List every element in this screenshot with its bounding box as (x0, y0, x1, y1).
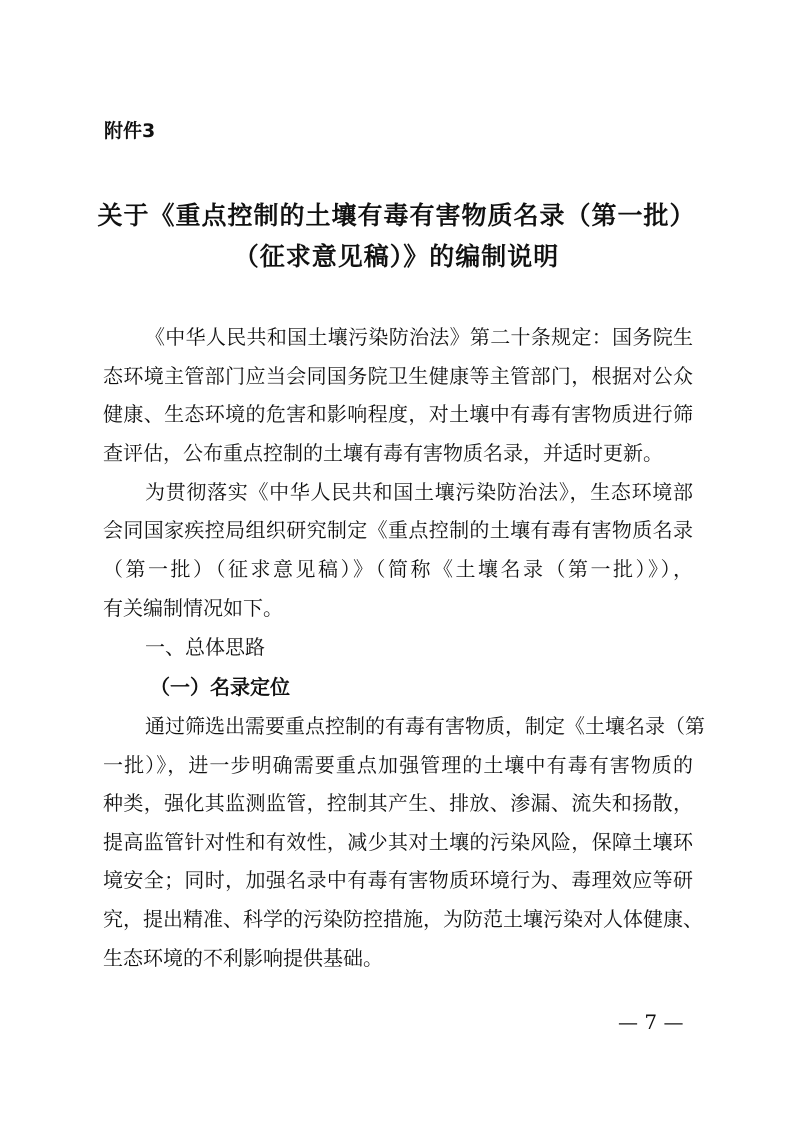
paragraph-1-line: 《中华人民共和国土壤污染防治法》第二十条规定：国务院生 (145, 325, 693, 349)
paragraph-3-line: 种类，强化其监测监管，控制其产生、排放、渗漏、流失和扬散， (103, 791, 693, 815)
paragraph-3-line: 通过筛选出需要重点控制的有毒有害物质，制定《土壤名录（第 (145, 714, 705, 738)
paragraph-2-line: 为贯彻落实《中华人民共和国土壤污染防治法》，生态环境部 (145, 480, 693, 504)
paragraph-3-line: 究，提出精准、科学的污染防控措施，为防范土壤污染对人体健康、 (103, 907, 703, 931)
paragraph-1-line: 态环境主管部门应当会同国务院卫生健康等主管部门，根据对公众 (103, 364, 693, 388)
paragraph-2-line: （第一批）（征求意见稿）》（简称《土壤名录（第一批）》）， (103, 557, 693, 581)
page-number: — 7 — (618, 1010, 684, 1034)
paragraph-3-line: 提高监管针对性和有效性，减少其对土壤的污染风险，保障土壤环 (103, 830, 693, 854)
document-title-line-1: 关于《重点控制的土壤有毒有害物质名录（第一批） (97, 201, 696, 230)
paragraph-2-line: 会同国家疾控局组织研究制定《重点控制的土壤有毒有害物质名录 (103, 518, 693, 542)
attachment-label: 附件3 (104, 120, 156, 142)
paragraph-1-line: 查评估，公布重点控制的土壤有毒有害物质名录，并适时更新。 (103, 441, 663, 465)
paragraph-3-line: 境安全；同时，加强名录中有毒有害物质环境行为、毒理效应等研 (103, 868, 693, 892)
document-title-line-2: （征求意见稿）》的编制说明 (233, 242, 560, 271)
section-heading: 一、总体思路 (145, 635, 265, 659)
paragraph-3-line: 一批）》，进一步明确需要重点加强管理的土壤中有毒有害物质的 (103, 753, 693, 777)
subsection-heading: （一）名录定位 (150, 675, 290, 699)
paragraph-3-line: 生态环境的不利影响提供基础。 (103, 946, 383, 970)
paragraph-1-line: 健康、生态环境的危害和影响程度，对土壤中有毒有害物质进行筛 (103, 402, 693, 426)
paragraph-2-line: 有关编制情况如下。 (103, 596, 283, 620)
